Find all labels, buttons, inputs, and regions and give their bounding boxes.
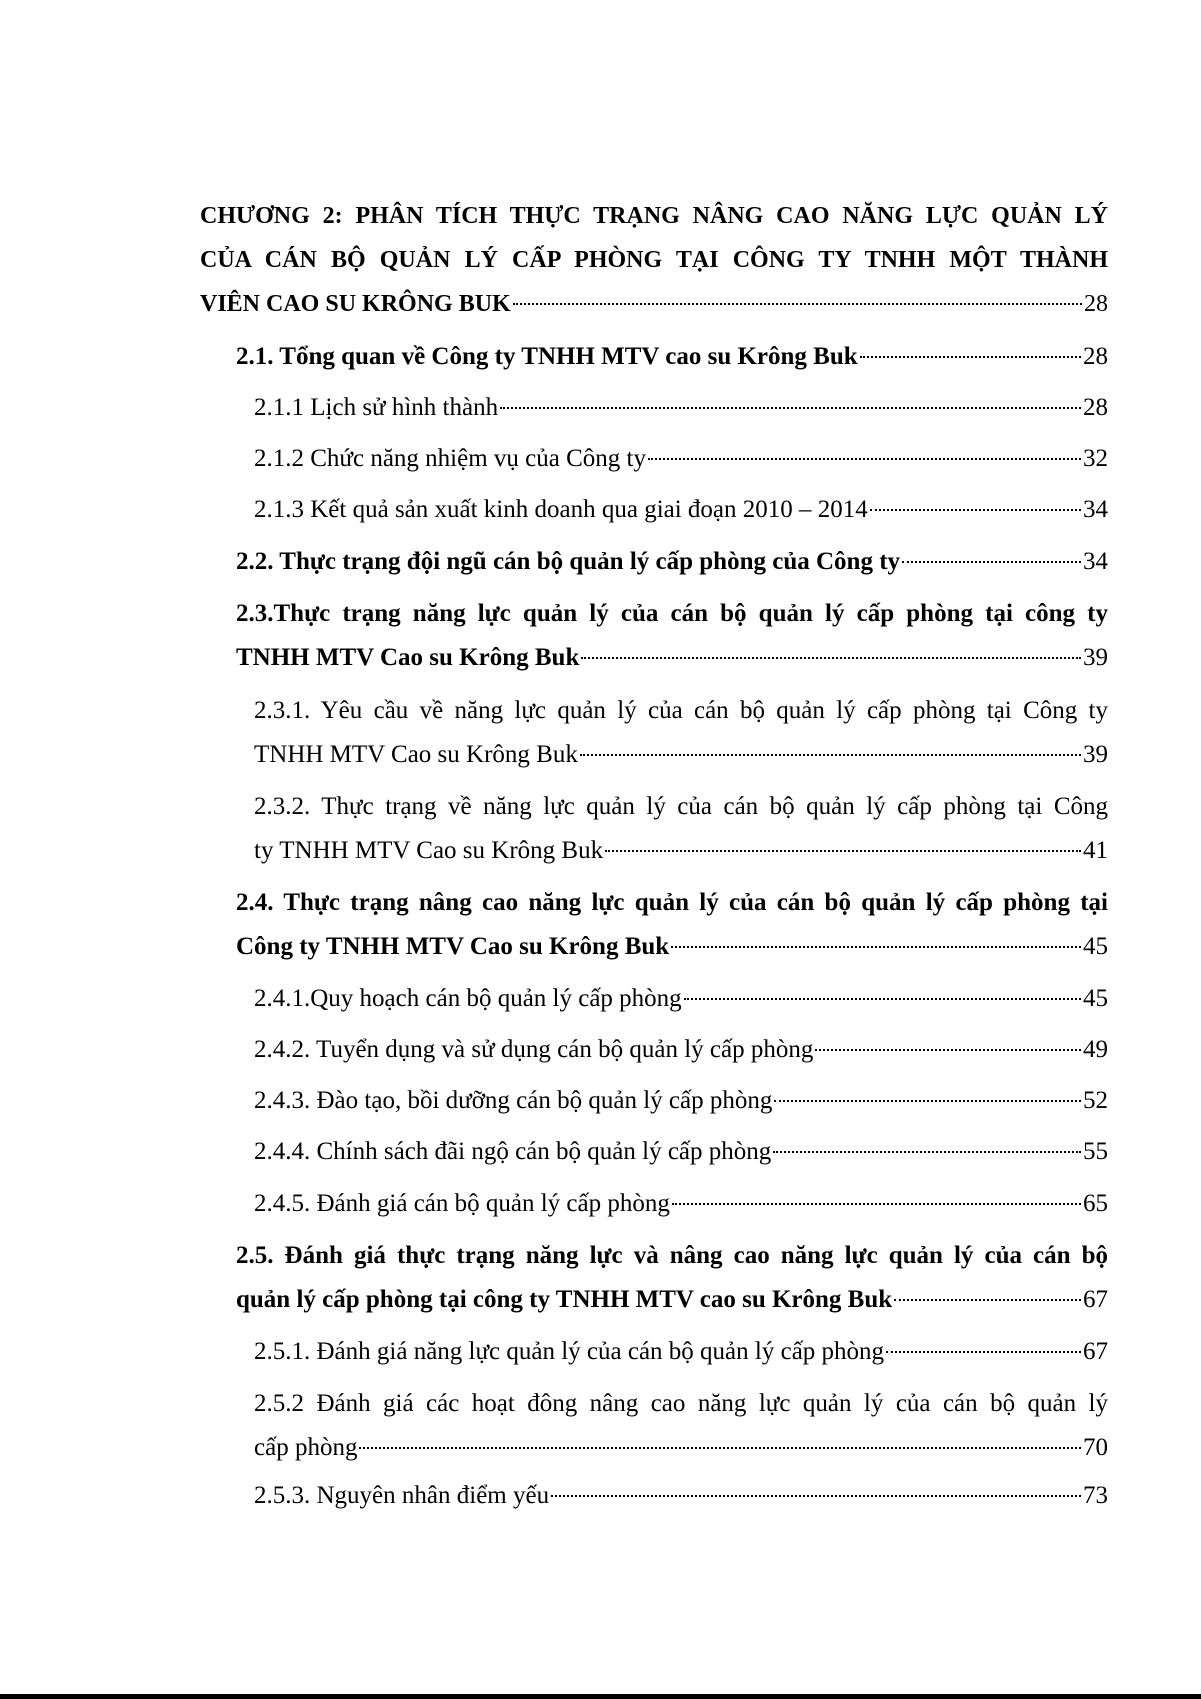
page-number: 67 bbox=[1083, 1338, 1108, 1365]
page-number: 28 bbox=[1083, 394, 1108, 421]
toc-entry-2-4[interactable] bbox=[236, 881, 1108, 969]
toc-entry-text: 2.4.2. Tuyển dụng và sử dụng cán bộ quản lý cấp phòng bbox=[254, 1036, 814, 1063]
page-number: 34 bbox=[1083, 548, 1108, 575]
toc-entry-2-4-4[interactable] bbox=[254, 1130, 1108, 1174]
toc-entry-2-2[interactable] bbox=[236, 540, 1108, 584]
dot-leader bbox=[894, 1299, 1081, 1301]
dot-leader bbox=[359, 1447, 1081, 1449]
toc-entry-text: 2.1.3 Kết quả sản xuất kinh doanh qua giai đoạn 2010 – 2014 bbox=[254, 496, 868, 523]
toc-entry-text: 2.3.Thực trạng năng lực quản lý của cán bộ quản lý cấp phòng tại công ty bbox=[236, 600, 1108, 627]
page-number: 73 bbox=[1083, 1482, 1108, 1509]
dot-leader bbox=[605, 850, 1081, 852]
page-number: 41 bbox=[1083, 837, 1108, 864]
toc-entry-text: 2.4.4. Chính sách đãi ngộ cán bộ quản lý cấp phòng bbox=[254, 1138, 772, 1165]
toc-entry-2-4-1[interactable] bbox=[254, 977, 1108, 1021]
page-number: 39 bbox=[1083, 741, 1108, 768]
page-number: 28 bbox=[1083, 343, 1108, 370]
toc-entry-2-1-2[interactable] bbox=[254, 437, 1108, 481]
dot-leader bbox=[672, 1203, 1081, 1205]
page-number: 34 bbox=[1083, 496, 1108, 523]
toc-entry-text: 2.5.1. Đánh giá năng lực quản lý của cán bộ quản lý cấp phòng bbox=[254, 1338, 885, 1365]
page-number: 55 bbox=[1083, 1138, 1108, 1165]
page-number: 39 bbox=[1083, 644, 1108, 671]
dot-leader bbox=[671, 946, 1081, 948]
page-number: 49 bbox=[1083, 1036, 1108, 1063]
toc-entry-text: 2.4. Thực trạng nâng cao năng lực quản lý của cán bộ quản lý cấp phòng tại bbox=[236, 889, 1108, 916]
page-number: 67 bbox=[1083, 1286, 1108, 1313]
toc-entry-text: 2.1. Tổng quan về Công ty TNHH MTV cao su Krông Buk bbox=[236, 343, 858, 370]
page-number: 45 bbox=[1083, 985, 1108, 1012]
toc-entry-text: 2.4.5. Đánh giá cán bộ quản lý cấp phòng bbox=[254, 1190, 670, 1217]
toc-entry-text: 2.5.3. Nguyên nhân điểm yếu bbox=[254, 1482, 550, 1509]
dot-leader bbox=[773, 1151, 1081, 1153]
toc-entry-2-4-2[interactable] bbox=[254, 1028, 1108, 1072]
toc-entry-2-3-2[interactable] bbox=[254, 785, 1108, 873]
toc-entry-text: TNHH MTV Cao su Krông Buk bbox=[254, 741, 578, 768]
toc-entry-2-1-3[interactable] bbox=[254, 488, 1108, 532]
dot-leader bbox=[774, 1100, 1081, 1102]
page-number: 45 bbox=[1083, 933, 1108, 960]
toc-entry-text: ty TNHH MTV Cao su Krông Buk bbox=[254, 837, 604, 864]
toc-entry-text: 2.3.2. Thực trạng về năng lực quản lý của cán bộ quản lý cấp phòng tại Công bbox=[254, 793, 1108, 820]
toc-entry-2-5[interactable] bbox=[236, 1234, 1108, 1322]
page-number: 28 bbox=[1084, 291, 1108, 317]
toc-entry-text: cấp phòng bbox=[254, 1434, 358, 1461]
toc-entry-2-5-1[interactable] bbox=[254, 1330, 1108, 1374]
toc-entry-text: 2.1.1 Lịch sử hình thành bbox=[254, 394, 499, 421]
toc-entry-text: TNHH MTV Cao su Krông Buk bbox=[236, 644, 580, 671]
page-number: 70 bbox=[1083, 1434, 1108, 1461]
toc-entry-2-3-1[interactable] bbox=[254, 689, 1108, 777]
dot-leader bbox=[902, 561, 1081, 563]
toc-entry-2-5-2[interactable] bbox=[254, 1382, 1108, 1470]
page-number: 65 bbox=[1083, 1190, 1108, 1217]
toc-entry-chapter-2[interactable] bbox=[200, 194, 1108, 326]
toc-entry-text: CỦA CÁN BỘ QUẢN LÝ CẤP PHÒNG TẠI CÔNG TY TNHH MỘT THÀNH bbox=[200, 247, 1108, 273]
dot-leader bbox=[886, 1351, 1081, 1353]
toc-entry-2-4-3[interactable] bbox=[254, 1079, 1108, 1123]
dot-leader bbox=[551, 1495, 1081, 1497]
page-number: 52 bbox=[1083, 1087, 1108, 1114]
toc-entry-2-1-1[interactable] bbox=[254, 386, 1108, 430]
toc-entry-2-4-5[interactable] bbox=[254, 1182, 1108, 1226]
page-number: 32 bbox=[1083, 445, 1108, 472]
dot-leader bbox=[870, 509, 1081, 511]
toc-entry-text: 2.5.2 Đánh giá các hoạt đông nâng cao năng lực quản lý của cán bộ quản lý bbox=[254, 1390, 1108, 1417]
dot-leader bbox=[684, 998, 1081, 1000]
dot-leader bbox=[648, 458, 1081, 460]
toc-entry-text: quản lý cấp phòng tại công ty TNHH MTV cao su Krông Buk bbox=[236, 1286, 893, 1313]
toc-entry-text: VIÊN CAO SU KRÔNG BUK bbox=[200, 291, 511, 317]
page-bottom-rule bbox=[0, 1694, 1201, 1699]
toc-entry-2-1[interactable] bbox=[236, 335, 1108, 379]
dot-leader bbox=[500, 407, 1081, 409]
toc-entry-text: 2.5. Đánh giá thực trạng năng lực và nâng cao năng lực quản lý của cán bộ bbox=[236, 1242, 1108, 1269]
toc-entry-text: 2.1.2 Chức năng nhiệm vụ của Công ty bbox=[254, 445, 646, 472]
dot-leader bbox=[513, 303, 1082, 305]
toc-entry-text: 2.4.1.Quy hoạch cán bộ quản lý cấp phòng bbox=[254, 985, 682, 1012]
dot-leader bbox=[860, 356, 1081, 358]
dot-leader bbox=[580, 754, 1081, 756]
toc-entry-text: 2.3.1. Yêu cầu về năng lực quản lý của cán bộ quản lý cấp phòng tại Công ty bbox=[254, 697, 1108, 724]
toc-entry-text: Công ty TNHH MTV Cao su Krông Buk bbox=[236, 933, 670, 960]
toc-entry-2-3[interactable] bbox=[236, 592, 1108, 680]
dot-leader bbox=[581, 657, 1081, 659]
toc-entry-text: CHƯƠNG 2: PHÂN TÍCH THỰC TRẠNG NÂNG CAO NĂNG LỰC QUẢN LÝ bbox=[200, 203, 1108, 229]
toc-entry-text: 2.4.3. Đào tạo, bồi dưỡng cán bộ quản lý cấp phòng bbox=[254, 1087, 773, 1114]
toc-entry-text: 2.2. Thực trạng đội ngũ cán bộ quản lý cấp phòng của Công ty bbox=[236, 548, 901, 575]
toc-entry-2-5-3[interactable] bbox=[254, 1474, 1108, 1518]
dot-leader bbox=[815, 1049, 1081, 1051]
